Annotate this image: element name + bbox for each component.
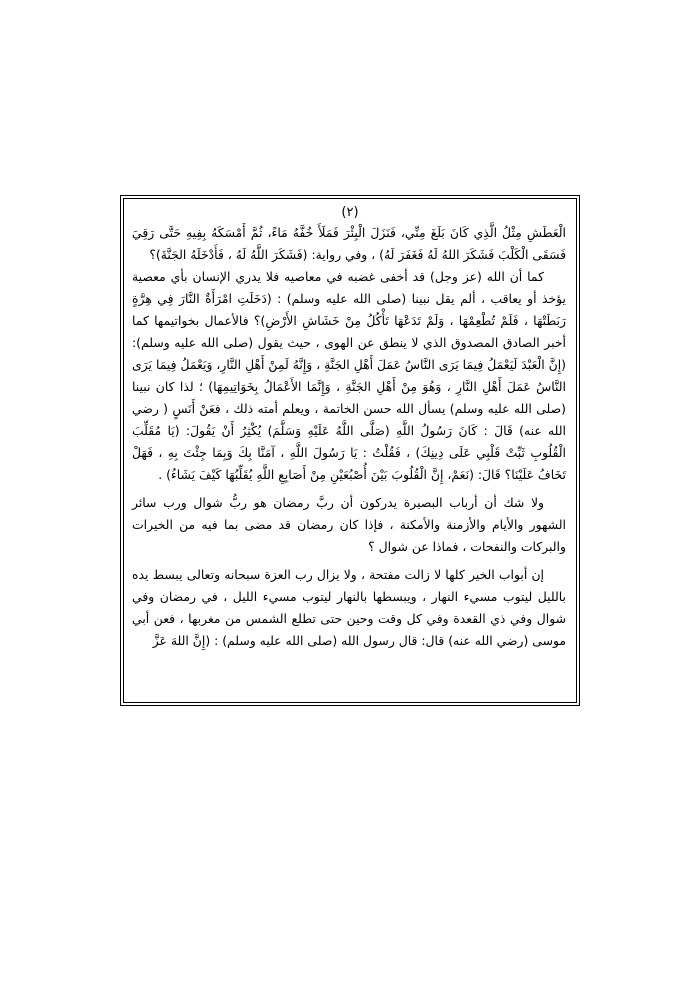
- paragraph-3: ولا شك أن أرباب البصيرة يدركون أن ربَّ رمضان هو ربُّ شوال ورب سائر الشهور والأيام والأزمنة والأمكنة ، فإذا كان رمضان قد مضى بما فيه من الخيرات والبركات والنفحات ، فماذا عن شوال ؟: [132, 495, 566, 554]
- page-number: (٢): [341, 205, 359, 220]
- page-body-text: [132, 222, 566, 652]
- paragraph-1: الْعَطَشِ مِثْلُ الَّذِي كَانَ بَلَغَ مِنِّي، فَنَزَلَ الْبِئْرَ فَمَلَأَ خُفَّهُ مَاءً، ثُمَّ أَمْسَكَهُ بِفِيهِ حَتَّى رَقِيَ فَسَقَى الْكَلْبَ فَشَكَرَ اللهُ لَهُ فَغَفَرَ لَهُ) ، وفي رواية: (فَشَكَرَ اللَّهُ لَهُ ، فَأَدْخَلَهُ الجَنَّةَ)؟: [132, 225, 566, 262]
- paragraph-2: كما أن الله (عز وجل) قد أخفى غضبه في معاصيه فلا يدري الإنسان بأي معصية يؤخذ أو يعاقب ، ألم يقل نبينا (صلى الله عليه وسلم) : (دَخَلَتِ امْرَأَةٌ النَّارَ فِي هِرَّةٍ رَبَطَتْهَا ، فَلَمْ تُطْعِمْهَا ، وَلَمْ تَدَعْهَا تَأْكُلُ مِنْ خَشَاشِ الأَرْضِ)؟ فالأعمال بخواتيمها كما أخبر الصادق المصدوق الذي لا ينطق عن الهوى ، حيث يقول (صلى الله عليه وسلم): (إِنَّ الْعَبْدَ لَيَعْمَلُ فِيمَا يَرَى النَّاسُ عَمَلَ أَهْلِ الجَنَّةِ ، وَإِنَّهُ لَمِنْ أَهْلِ النَّارِ، وَيَعْمَلُ فِيمَا يَرَى النَّاسُ عَمَلَ أَهْلِ النَّارِ ، وَهُوَ مِنْ أَهْلِ الجَنَّةِ ، وَإِنَّمَا الأَعْمَالُ بِخَوَاتِيمِهَا) ؛ لذا كان نبينا (صلى الله عليه وسلم) يسأل الله حسن الخاتمة ، ويعلم أمته ذلك ، فعَنْ أَنَسٍ ( رضي الله عنه) قَالَ : كَانَ رَسُولُ اللَّهِ (صَلَّى اللَّهُ عَلَيْهِ وَسَلَّمَ) يُكْثِرُ أَنْ يَقُولَ: (يَا مُقَلِّبَ الْقُلُوبِ ثَبِّتْ قَلْبِي عَلَى دِينِكَ) ، فَقُلْتُ : يَا رَسُولَ اللَّهِ ، آمَنَّا بِكَ وَبِمَا جِئْتَ بِهِ ، فَهَلْ تَخَافُ عَلَيْنَا؟ قَالَ: (نَعَمْ، إِنَّ الْقُلُوبَ بَيْنَ أُصْبُعَيْنِ مِنْ أَصَابِعِ اللَّهِ يُقَلِّبُهَا كَيْفَ يَشَاءُ) .: [132, 269, 566, 482]
- paragraph-4: إن أبواب الخير كلها لا زالت مفتحة ، ولا يزال رب العزة سبحانه وتعالى يبسط يده بالليل ليتوب مسيء النهار ، ويبسطها بالنهار ليتوب مسيء الليل ، في رمضان وفي شوال وفي ذي القعدة وفي كل وقت وحين حتى تطلع الشمس من مغربها ، فعن أبي موسى (رضي الله عنه) قال: قال رسول الله (صلى الله عليه وسلم) : (إِنَّ اللهَ عَزَّ: [132, 567, 566, 648]
